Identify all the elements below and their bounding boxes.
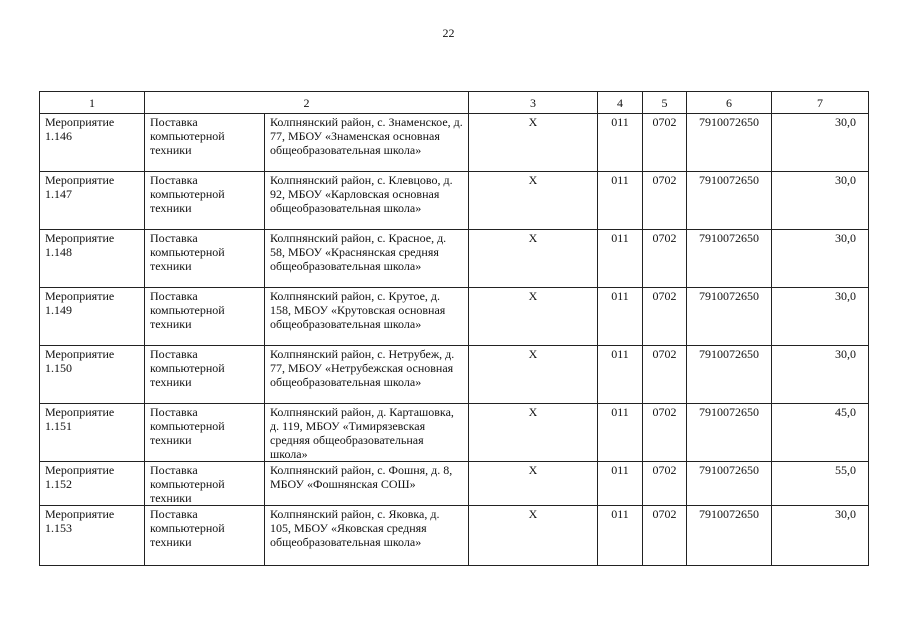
measures-table: [39, 91, 869, 566]
col4-cell: 011: [598, 230, 643, 288]
col7-cell: 30,0: [772, 506, 869, 566]
col5-cell: 0702: [643, 172, 687, 230]
col6-cell: 7910072650: [687, 114, 772, 172]
col4-cell: 011: [598, 114, 643, 172]
event-cell: Мероприятие 1.152: [40, 462, 145, 506]
col4-cell: 011: [598, 288, 643, 346]
address-cell: Колпнянский район, с. Знаменское, д. 77, МБОУ «Знаменская основная общеобразовательная школа»: [265, 114, 469, 172]
col5-cell: 0702: [643, 404, 687, 462]
event-cell: Мероприятие 1.150: [40, 346, 145, 404]
col5-cell: 0702: [643, 288, 687, 346]
col5-cell: 0702: [643, 114, 687, 172]
col7-cell: 55,0: [772, 462, 869, 506]
item-cell: Поставка компьютерной техники: [145, 114, 265, 172]
header-cell-1: 1: [40, 92, 145, 114]
item-cell: Поставка компьютерной техники: [145, 346, 265, 404]
table-row: [40, 288, 869, 346]
col6-cell: 7910072650: [687, 506, 772, 566]
col7-cell: 30,0: [772, 346, 869, 404]
event-cell: Мероприятие 1.146: [40, 114, 145, 172]
col5-cell: 0702: [643, 230, 687, 288]
col3-cell: Х: [469, 172, 598, 230]
col3-cell: Х: [469, 288, 598, 346]
col3-cell: Х: [469, 404, 598, 462]
table-row: [40, 404, 869, 462]
col4-cell: 011: [598, 404, 643, 462]
table-header-row: [40, 92, 869, 114]
address-cell: Колпнянский район, с. Красное, д. 58, МБОУ «Краснянская средняя общеобразовательная школа»: [265, 230, 469, 288]
address-cell: Колпнянский район, с. Крутое, д. 158, МБОУ «Крутовская основная общеобразовательная школа»: [265, 288, 469, 346]
col3-cell: Х: [469, 346, 598, 404]
col6-cell: 7910072650: [687, 172, 772, 230]
col4-cell: 011: [598, 462, 643, 506]
address-cell: Колпнянский район, с. Фошня, д. 8, МБОУ «Фошнянская СОШ»: [265, 462, 469, 506]
col4-cell: 011: [598, 506, 643, 566]
event-cell: Мероприятие 1.147: [40, 172, 145, 230]
col6-cell: 7910072650: [687, 404, 772, 462]
header-cell-4: 4: [598, 92, 643, 114]
col3-cell: Х: [469, 506, 598, 566]
event-cell: Мероприятие 1.148: [40, 230, 145, 288]
table-row: [40, 346, 869, 404]
item-cell: Поставка компьютерной техники: [145, 462, 265, 506]
col5-cell: 0702: [643, 462, 687, 506]
header-cell-6: 6: [687, 92, 772, 114]
item-cell: Поставка компьютерной техники: [145, 230, 265, 288]
col6-cell: 7910072650: [687, 346, 772, 404]
table-row: [40, 230, 869, 288]
event-cell: Мероприятие 1.149: [40, 288, 145, 346]
col7-cell: 30,0: [772, 172, 869, 230]
item-cell: Поставка компьютерной техники: [145, 288, 265, 346]
event-cell: Мероприятие 1.151: [40, 404, 145, 462]
col7-cell: 30,0: [772, 288, 869, 346]
col3-cell: Х: [469, 462, 598, 506]
page-number: 22: [442, 26, 455, 40]
col6-cell: 7910072650: [687, 462, 772, 506]
col5-cell: 0702: [643, 346, 687, 404]
header-cell-3: 3: [469, 92, 598, 114]
header-cell-2: 2: [145, 92, 469, 114]
table-row: [40, 462, 869, 506]
address-cell: Колпнянский район, с. Яковка, д. 105, МБОУ «Яковская средняя общеобразовательная школа»: [265, 506, 469, 566]
table-row: [40, 114, 869, 172]
item-cell: Поставка компьютерной техники: [145, 506, 265, 566]
col3-cell: Х: [469, 114, 598, 172]
col3-cell: Х: [469, 230, 598, 288]
table-row: [40, 506, 869, 566]
col7-cell: 30,0: [772, 114, 869, 172]
col7-cell: 45,0: [772, 404, 869, 462]
address-cell: Колпнянский район, д. Карташовка, д. 119, МБОУ «Тимирязевская средняя общеобразовательная школа»: [265, 404, 469, 462]
event-cell: Мероприятие 1.153: [40, 506, 145, 566]
col4-cell: 011: [598, 346, 643, 404]
address-cell: Колпнянский район, с. Клевцово, д. 92, МБОУ «Карловская основная общеобразовательная школа»: [265, 172, 469, 230]
col5-cell: 0702: [643, 506, 687, 566]
item-cell: Поставка компьютерной техники: [145, 172, 265, 230]
address-cell: Колпнянский район, с. Нетрубеж, д. 77, МБОУ «Нетрубежская основная общеобразовательная школа»: [265, 346, 469, 404]
header-cell-5: 5: [643, 92, 687, 114]
header-cell-7: 7: [772, 92, 869, 114]
col7-cell: 30,0: [772, 230, 869, 288]
col4-cell: 011: [598, 172, 643, 230]
col6-cell: 7910072650: [687, 288, 772, 346]
col6-cell: 7910072650: [687, 230, 772, 288]
item-cell: Поставка компьютерной техники: [145, 404, 265, 462]
table-row: [40, 172, 869, 230]
